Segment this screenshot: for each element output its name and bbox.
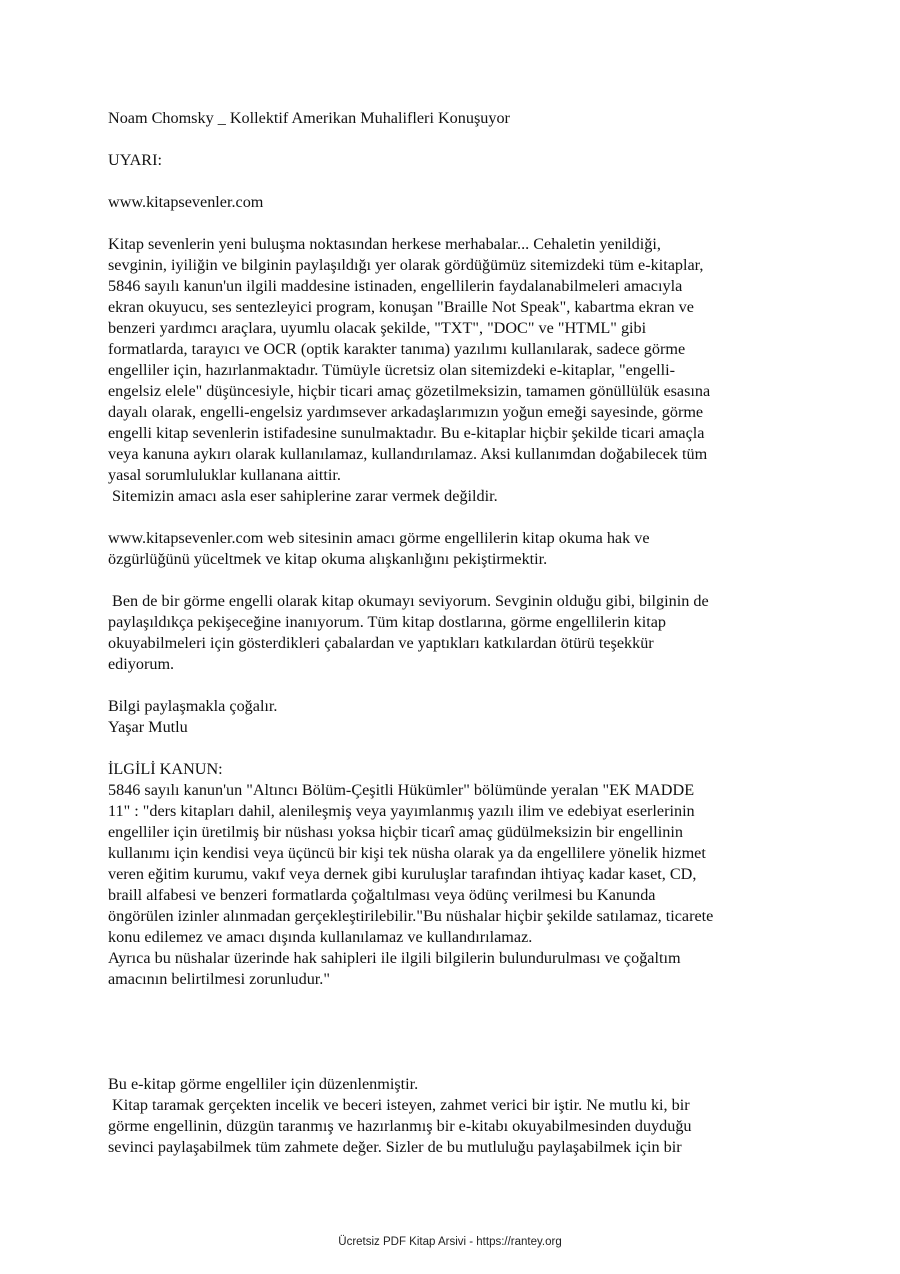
document-body xyxy=(108,108,798,1179)
intro-paragraph xyxy=(108,234,798,507)
text-line: www.kitapsevenler.com web sitesinin amacı görme engellilerin kitap okuma hak ve xyxy=(108,529,650,547)
text-line: engelsiz elele" düşüncesiyle, hiçbir ticari amaç gözetilmeksizin, tamamen gönüllülük esasına xyxy=(108,382,711,400)
text-line: Sitemizin amacı asla eser sahiplerine zarar vermek değildir. xyxy=(108,487,498,505)
text-line: görme engellinin, düzgün taranmış ve hazırlanmış bir e-kitabı okuyabilmesinden duyduğu xyxy=(108,1117,692,1135)
personal-paragraph xyxy=(108,591,798,675)
text-line: benzeri yardımcı araçlara, uyumlu olacak şekilde, "TXT", "DOC" ve "HTML" gibi xyxy=(108,319,647,337)
text-line: sevginin, iyiliğin ve bilginin paylaşıldığı yer olarak gördüğümüz sitemizdeki tüm e-kitaplar, xyxy=(108,256,704,274)
law-heading: İLGİLİ KANUN: xyxy=(108,760,223,778)
document-title: Noam Chomsky _ Kollektif Amerikan Muhalifleri Konuşuyor xyxy=(108,109,510,127)
text-line: Kitap taramak gerçekten incelik ve beceri isteyen, zahmet verici bir iştir. Ne mutlu ki, bir xyxy=(108,1096,690,1114)
text-line: sevinci paylaşabilmek tüm zahmete değer. Sizler de bu mutluluğu paylaşabilmek için bir xyxy=(108,1138,682,1156)
law-section xyxy=(108,759,798,990)
text-line: 5846 sayılı kanun'un "Altıncı Bölüm-Çeşitli Hükümler" bölümünde yeralan "EK MADDE xyxy=(108,781,695,799)
closing-paragraph xyxy=(108,1074,798,1158)
spacer xyxy=(108,1011,798,1074)
signature-block xyxy=(108,696,798,738)
signature: Yaşar Mutlu xyxy=(108,718,188,736)
text-line: ekran okuyucu, ses sentezleyici program, konuşan "Braille Not Speak", kabartma ekran ve xyxy=(108,298,694,316)
text-line: ediyorum. xyxy=(108,655,175,673)
text-line: Ben de bir görme engelli olarak kitap okumayı seviyorum. Sevginin olduğu gibi, bilginin de xyxy=(108,592,709,610)
text-line: konu edilemez ve amacı dışında kullanılamaz ve kullandırılamaz. xyxy=(108,928,533,946)
text-line: engelli kitap sevenlerin istifadesine sunulmaktadır. Bu e-kitaplar hiçbir şekilde ticari amaçla xyxy=(108,424,705,442)
text-line: öngörülen izinler alınmadan gerçekleştirilebilir."Bu nüshalar hiçbir şekilde satılamaz, ticarete xyxy=(108,907,714,925)
warning-heading: UYARI: xyxy=(108,151,162,169)
text-line: dayalı olarak, engelli-engelsiz yardımsever arkadaşlarımızın yoğun emeği sayesinde, görme xyxy=(108,403,704,421)
text-line: kullanımı için kendisi veya üçüncü bir kişi tek nüsha olarak ya da engellilere yönelik hizmet xyxy=(108,844,706,862)
text-line: veya kanuna aykırı olarak kullanılamaz, kullandırılamaz. Aksi kullanımdan doğabilecek tüm xyxy=(108,445,708,463)
text-line: 5846 sayılı kanun'un ilgili maddesine istinaden, engellilerin faydalanabilmeleri amacıyla xyxy=(108,277,683,295)
text-line: veren eğitim kurumu, vakıf veya dernek gibi kuruluşlar tarafından ihtiyaç kadar kaset, CD, xyxy=(108,865,697,883)
page-footer: Ücretsiz PDF Kitap Arsivi - https://rantey.org xyxy=(338,1236,562,1248)
text-line: Kitap sevenlerin yeni buluşma noktasından herkese merhabalar... Cehaletin yenildiği, xyxy=(108,235,661,253)
text-line: amacının belirtilmesi zorunludur." xyxy=(108,970,330,988)
text-line: 11" : "ders kitapları dahil, alenileşmiş veya yayımlanmış yazılı ilim ve edebiyat eserlerinin xyxy=(108,802,695,820)
text-line: özgürlüğünü yüceltmek ve kitap okuma alışkanlığını pekiştirmektir. xyxy=(108,550,548,568)
text-line: Bu e-kitap görme engelliler için düzenlenmiştir. xyxy=(108,1075,419,1093)
text-line: okuyabilmeleri için gösterdikleri çabalardan ve yaptıkları katkılardan ötürü teşekkür xyxy=(108,634,654,652)
text-line: Ayrıca bu nüshalar üzerinde hak sahipleri ile ilgili bilgilerin bulundurulması ve çoğaltım xyxy=(108,949,681,967)
text-line: yasal sorumluluklar kullanana aittir. xyxy=(108,466,341,484)
text-line: paylaşıldıkça pekişeceğine inanıyorum. Tüm kitap dostlarına, görme engellilerin kitap xyxy=(108,613,667,631)
text-line: formatlarda, tarayıcı ve OCR (optik karakter tanıma) yazılımı kullanılarak, sadece görme xyxy=(108,340,686,358)
text-line: braill alfabesi ve benzeri formatlarda çoğaltılması veya ödünç verilmesi bu Kanunda xyxy=(108,886,656,904)
purpose-paragraph xyxy=(108,528,798,570)
website-link: www.kitapsevenler.com xyxy=(108,193,264,211)
motto: Bilgi paylaşmakla çoğalır. xyxy=(108,697,278,715)
text-line: engelliler için, hazırlanmaktadır. Tümüyle ücretsiz olan sitemizdeki e-kitaplar, "engelli- xyxy=(108,361,676,379)
text-line: engelliler için üretilmiş bir nüshası yoksa hiçbir ticarî amaç güdülmeksizin bir engellinin xyxy=(108,823,683,841)
